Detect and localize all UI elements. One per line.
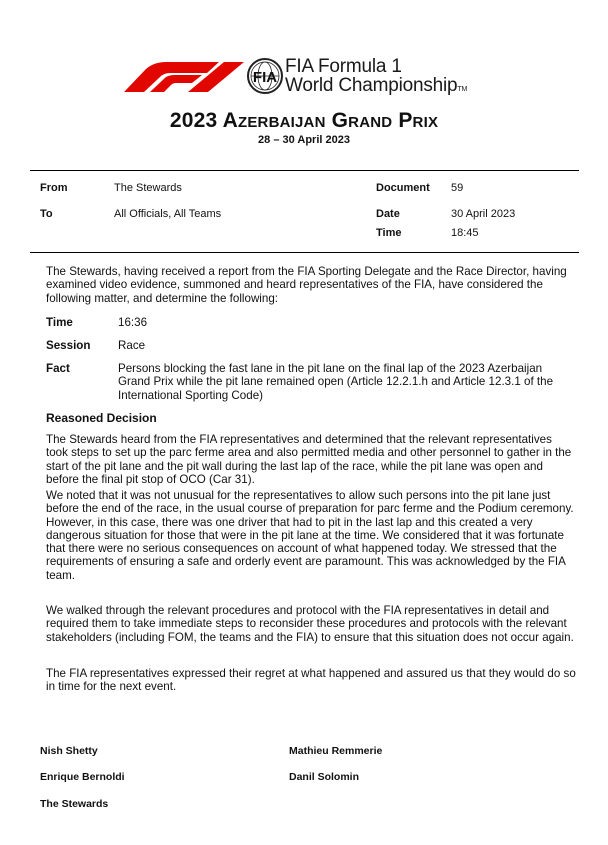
intro-paragraph: The Stewards, having received a report from the FIA Sporting Delegate and the Race Director, having examined video evidence, summoned and heard representatives of the FIA, have considered the following matter, and determine the following: xyxy=(46,265,567,305)
to-label: To xyxy=(40,208,53,220)
date-value: 30 April 2023 xyxy=(451,208,516,220)
date-label: Date xyxy=(376,208,400,220)
brand-line-2: World ChampionshipTM xyxy=(285,75,468,96)
fact-value: Persons blocking the fast lane in the pit lane on the final lap of the 2023 Azerbaijan Grand Prix while the pit lane remained open (Article 12.2.1.h and Article 12.3.1 of the International Sporting Code) xyxy=(118,362,554,402)
event-dates: 28 – 30 April 2023 xyxy=(258,134,350,146)
incident-time-value: 16:36 xyxy=(118,316,148,329)
stewards-closing: The Stewards xyxy=(40,798,109,810)
time-label: Time xyxy=(376,227,402,239)
svg-text:FIA: FIA xyxy=(252,69,278,86)
from-label: From xyxy=(40,182,68,194)
trademark: TM xyxy=(457,86,468,93)
document-value: 59 xyxy=(451,182,464,194)
bottom-divider xyxy=(30,252,579,253)
steward-signature: Nish Shetty xyxy=(40,745,98,757)
session-label: Session xyxy=(46,339,91,352)
session-value: Race xyxy=(118,339,146,352)
document-label: Document xyxy=(376,182,430,194)
brand-text xyxy=(285,57,467,99)
decision-paragraph: We walked through the relevant procedures and protocol with the FIA representatives in detail and required them to take immediate steps to reconsider these procedures and protocols with the relevant stakeholders (including FOM, the teams and the FIA) to ensure that this situation does not occur again. xyxy=(46,604,574,644)
fia-globe-icon xyxy=(248,59,282,93)
decision-paragraph: We noted that it was not unusual for the representatives to allow such persons into the pit lane just before the end of the race, in the usual course of preparation for parc ferme and the Podium ceremony. However, in this case, there was one driver that had to pit in the last lap and this created a very dangerous situation for those that were in the pit lane at the time. We considered that it was fortunate that there were no serious consequences on account of what happened today. We stressed that the requirements of ensuring a safe and orderly event are paramount. This was acknowledged by the FIA team. xyxy=(46,489,574,582)
time-value: 18:45 xyxy=(451,227,479,239)
to-value: All Officials, All Teams xyxy=(114,208,222,220)
steward-signature: Enrique Bernoldi xyxy=(40,771,125,783)
incident-time-label: Time xyxy=(46,316,73,329)
steward-signature: Mathieu Remmerie xyxy=(289,745,383,757)
decision-paragraph: The Stewards heard from the FIA representatives and determined that the relevant representatives took steps to set up the parc ferme area and also permitted media and other personnel to gather in the start of the pit lane and the pit wall during the last lap of the race, while the pit lane was open and before the final pit stop of OCO (Car 31). xyxy=(46,433,572,486)
steward-signature: Danil Solomin xyxy=(289,771,360,783)
from-value: The Stewards xyxy=(114,182,182,194)
fia-f1-logo xyxy=(124,52,494,102)
decision-paragraph: The FIA representatives expressed their regret at what happened and assured us that they would do so in time for the next event. xyxy=(46,667,576,694)
brand-line-1: FIA Formula 1 xyxy=(285,56,402,77)
event-title: 2023 Azerbaijan Grand Prix xyxy=(169,109,439,132)
reasoned-decision-heading: Reasoned Decision xyxy=(46,411,157,425)
top-divider xyxy=(30,170,579,171)
f1-logo-icon xyxy=(124,52,284,102)
fact-label: Fact xyxy=(46,362,70,375)
